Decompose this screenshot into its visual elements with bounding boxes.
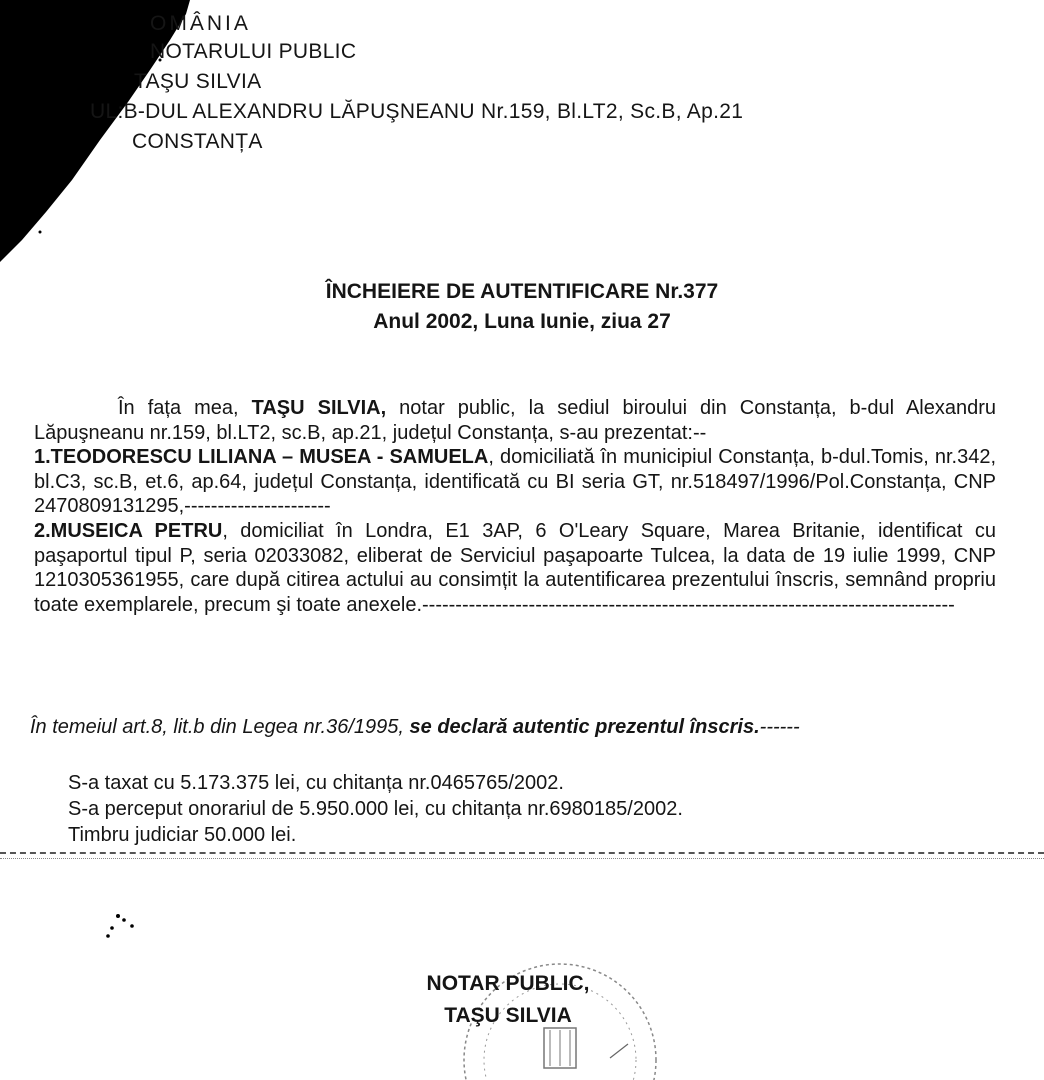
signature-name: TAŞU SILVIA: [444, 1004, 572, 1027]
header-country: OMÂNIA: [150, 12, 251, 35]
header-city: CONSTANȚA: [132, 130, 263, 153]
header-office: NOTARULUI PUBLIC: [150, 40, 357, 63]
fee-honorarium: S-a perceput onorariul de 5.950.000 lei, cu chitanța nr.6980185/2002.: [68, 798, 683, 820]
intro-notary-name: TAŞU SILVIA,: [251, 397, 387, 419]
header-address: UL:B-DUL ALEXANDRU LĂPUŞNEANU Nr.159, Bl.LT2, Sc.B, Ap.21: [90, 100, 744, 123]
header-notary-name: TAŞU SILVIA: [134, 70, 262, 93]
scan-specks: [104, 910, 138, 940]
legal-basis-declaration: se declară autentic prezentul înscris.: [403, 716, 760, 738]
intro-rest: notar public, la sediul biroului din Constanța, b-dul Alexandru Lăpuşneanu nr.159, bl.LT2, sc.B, ap.21, județul Constanța, s-au prezentat:--: [34, 397, 997, 444]
document-date: Anul 2002, Luna Iunie, ziua 27: [373, 310, 671, 333]
legal-basis: [30, 716, 800, 739]
fee-stamp: Timbru judiciar 50.000 lei.: [68, 824, 297, 846]
party2-name: 2.MUSEICA PETRU: [34, 519, 223, 542]
legal-basis-law: În temeiul art.8, lit.b din Legea nr.36/1995,: [30, 716, 404, 738]
page-divider: [0, 852, 1044, 859]
intro-pre: În fața mea,: [118, 397, 252, 419]
signature-title: NOTAR PUBLIC,: [426, 972, 590, 995]
fee-tax: S-a taxat cu 5.173.375 lei, cu chitanța nr.0465765/2002.: [68, 772, 564, 794]
party1-name: 1.TEODORESCU LILIANA – MUSEA - SAMUELA: [34, 446, 489, 469]
body-paragraph: [34, 396, 996, 617]
party2-details: , domiciliat în Londra, E1 3AP, 6 O'Leary Square, Marea Britanie, identificat cu paşaportul tipul P, seria 02033082, eliberat de Serviciul paşapoarte Tulcea, la data de 19 iulie 1999, CNP 1210305361955, care după citirea actului au consimțit la autentificarea prezentului înscris, semnând propriu toate exemplarele, precum şi toate anexele.--------------------------------------------------------------------------------: [34, 519, 996, 616]
fees-block: [68, 770, 683, 848]
party1-details: , domiciliată în municipiul Constanța, b-dul.Tomis, nr.342, bl.C3, sc.B, et.6, ap.64, județul Constanța, identificată cu BI seria GT, nr.518497/1996/Pol.Constanța, CNP 2470809131295,----------------------: [34, 446, 997, 518]
legal-basis-dashes: ------: [759, 716, 800, 738]
document-title: ÎNCHEIERE DE AUTENTIFICARE Nr.377: [325, 280, 719, 303]
